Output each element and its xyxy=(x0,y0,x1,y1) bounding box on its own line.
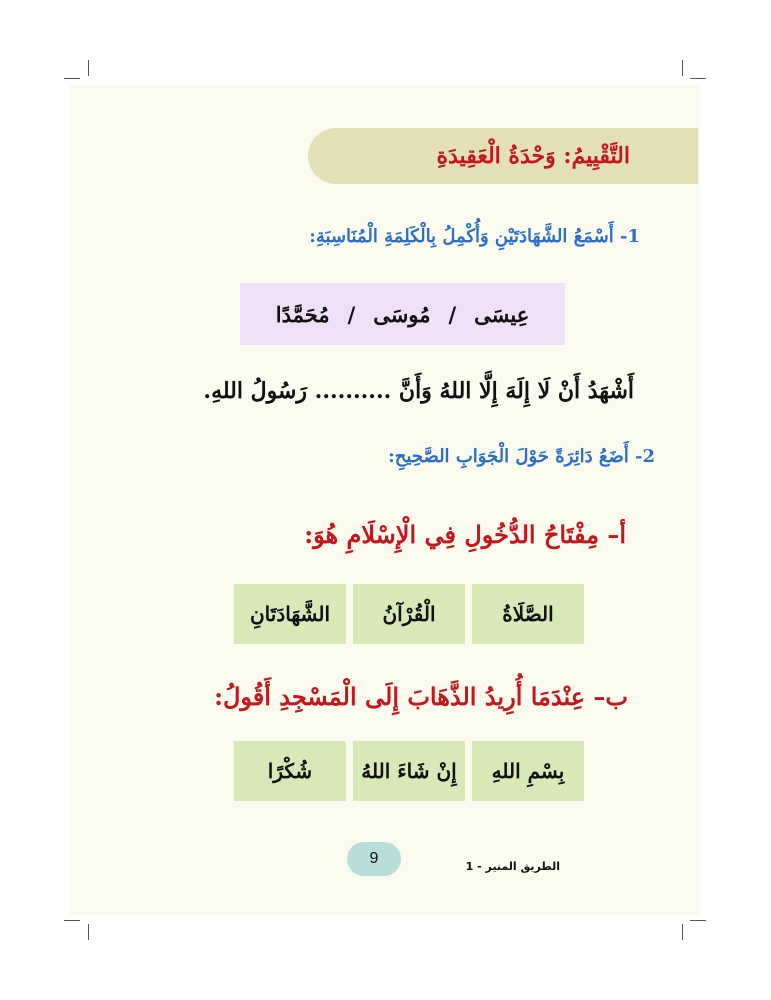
option-inshallah[interactable]: إِنْ شَاءَ اللهُ xyxy=(353,741,465,801)
choice-word: عِيسَى xyxy=(474,301,530,327)
crop-mark xyxy=(64,78,80,79)
word-choice-box xyxy=(240,283,565,345)
question-2a-prompt: أ– مِفْتَاحُ الدُّخُولِ فِي الْإِسْلَامِ هُوَ: xyxy=(304,520,626,549)
option-shahadatan[interactable]: الشَّهَادَتَانِ xyxy=(234,584,346,644)
fill-in-sentence: أَشْهَدُ أَنْ لَا إِلَهَ إِلَّا اللهُ وَأَنَّ .......... رَسُولُ اللهِ. xyxy=(203,378,634,404)
choice-word: مُوسَى xyxy=(373,301,431,327)
choice-separator: / xyxy=(347,301,356,327)
page-number-badge: 9 xyxy=(347,842,401,876)
crop-mark xyxy=(64,920,80,921)
crop-mark xyxy=(682,924,683,940)
crop-mark xyxy=(690,78,706,79)
crop-mark xyxy=(682,60,683,76)
book-title: الطريق المنير - 1 xyxy=(465,860,560,873)
crop-mark xyxy=(88,60,89,76)
crop-mark xyxy=(690,920,706,921)
choice-word: مُحَمَّدًا xyxy=(275,301,330,327)
option-salah[interactable]: الصَّلَاةُ xyxy=(472,584,584,644)
choice-separator: / xyxy=(448,301,457,327)
crop-mark xyxy=(88,924,89,940)
question-1-heading: 1- أَسْمَعُ الشَّهَادَتَيْنِ وَأُكْمِلُ بِالْكَلِمَةِ الْمُنَاسِبَةِ: xyxy=(309,226,640,247)
option-bismillah[interactable]: بِسْمِ اللهِ xyxy=(472,741,584,801)
question-2b-prompt: ب– عِنْدَمَا أُرِيدُ الذَّهَابَ إِلَى الْمَسْجِدِ أَقُولُ: xyxy=(214,682,628,711)
question-2-heading: 2- أَضَعُ دَائِرَةً حَوْلَ الْجَوَابِ الصَّحِيحِ: xyxy=(388,446,655,467)
page-title: التَّقْيِيمُ: وَحْدَةُ الْعَقِيدَةِ xyxy=(436,143,630,169)
option-shukran[interactable]: شُكْرًا xyxy=(234,741,346,801)
option-quran[interactable]: الْقُرْآنُ xyxy=(353,584,465,644)
